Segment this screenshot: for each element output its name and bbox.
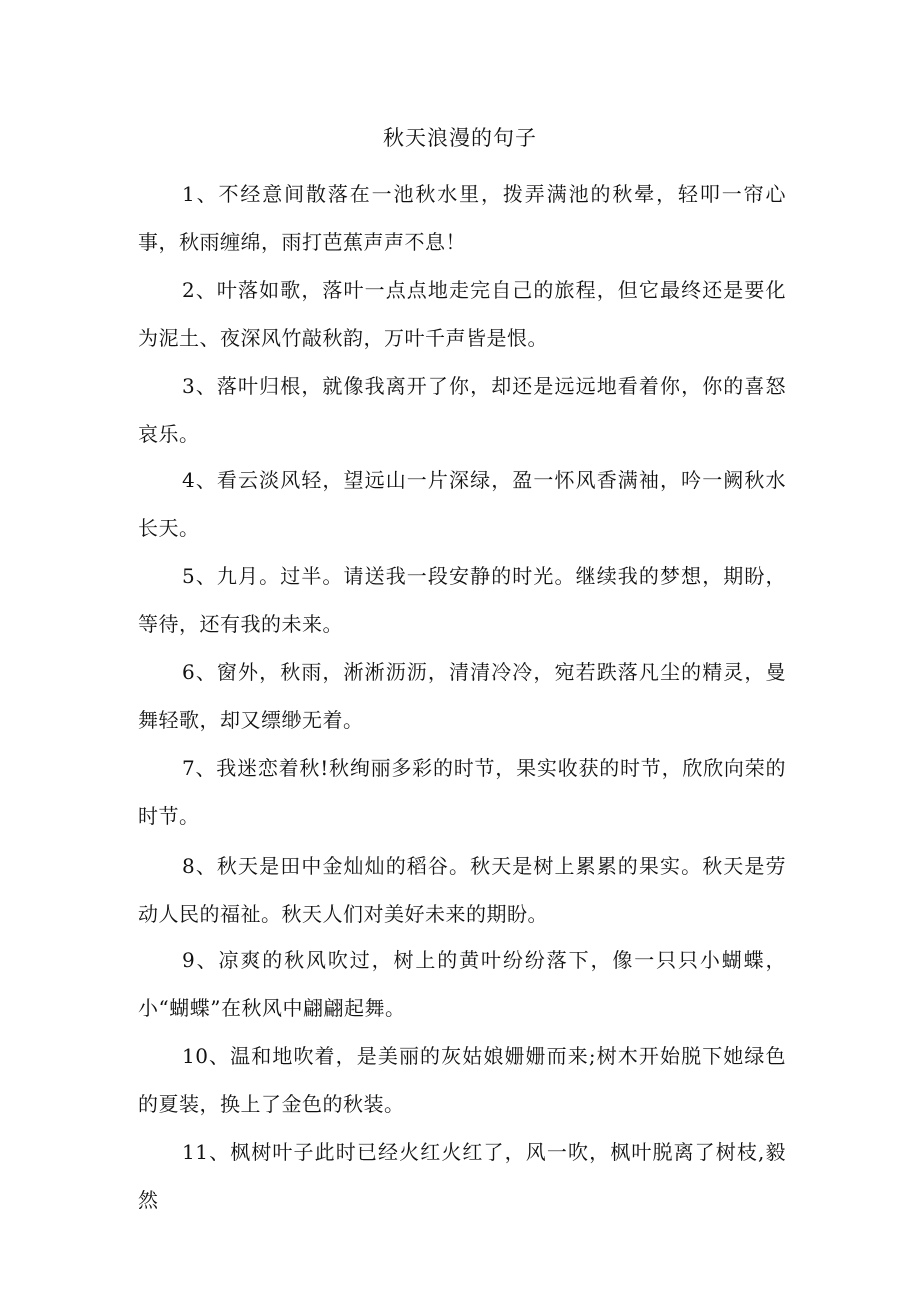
paragraph-6: 6、窗外，秋雨，淅淅沥沥，清清冷冷，宛若跌落凡尘的精灵，曼舞轻歌，却又缥缈无着。 xyxy=(138,660,786,732)
paragraph-2: 2、叶落如歌，落叶一点点地走完自己的旅程，但它最终还是要化为泥土、夜深风竹敲秋韵，万叶千声皆是恨。 xyxy=(138,278,786,350)
paragraph-10: 10、温和地吹着，是美丽的灰姑娘姗姗而来;树木开始脱下她绿色的夏装，换上了金色的秋装。 xyxy=(138,1044,786,1116)
paragraph-5: 5、九月。过半。请送我一段安静的时光。继续我的梦想，期盼，等待，还有我的未来。 xyxy=(138,564,786,636)
paragraph-9: 9、凉爽的秋风吹过，树上的黄叶纷纷落下，像一只只小蝴蝶，小“蝴蝶”在秋风中翩翩起舞。 xyxy=(138,948,786,1020)
paragraph-1: 1、不经意间散落在一池秋水里，拨弄满池的秋晕，轻叩一帘心事，秋雨缠绵，雨打芭蕉声声不息！ xyxy=(138,182,786,254)
paragraph-4: 4、看云淡风轻，望远山一片深绿，盈一怀风香满袖，吟一阙秋水长天。 xyxy=(138,468,786,540)
paragraph-8: 8、秋天是田中金灿灿的稻谷。秋天是树上累累的果实。秋天是劳动人民的福祉。秋天人们对美好未来的期盼。 xyxy=(138,854,786,926)
paragraph-3: 3、落叶归根，就像我离开了你，却还是远远地看着你，你的喜怒哀乐。 xyxy=(138,374,786,446)
paragraph-11: 11、枫树叶子此时已经火红火红了，风一吹，枫叶脱离了树枝,毅然 xyxy=(138,1140,786,1212)
paragraph-7: 7、我迷恋着秋!秋绚丽多彩的时节，果实收获的时节，欣欣向荣的时节。 xyxy=(138,756,786,828)
document-title: 秋天浪漫的句子 xyxy=(383,126,537,150)
